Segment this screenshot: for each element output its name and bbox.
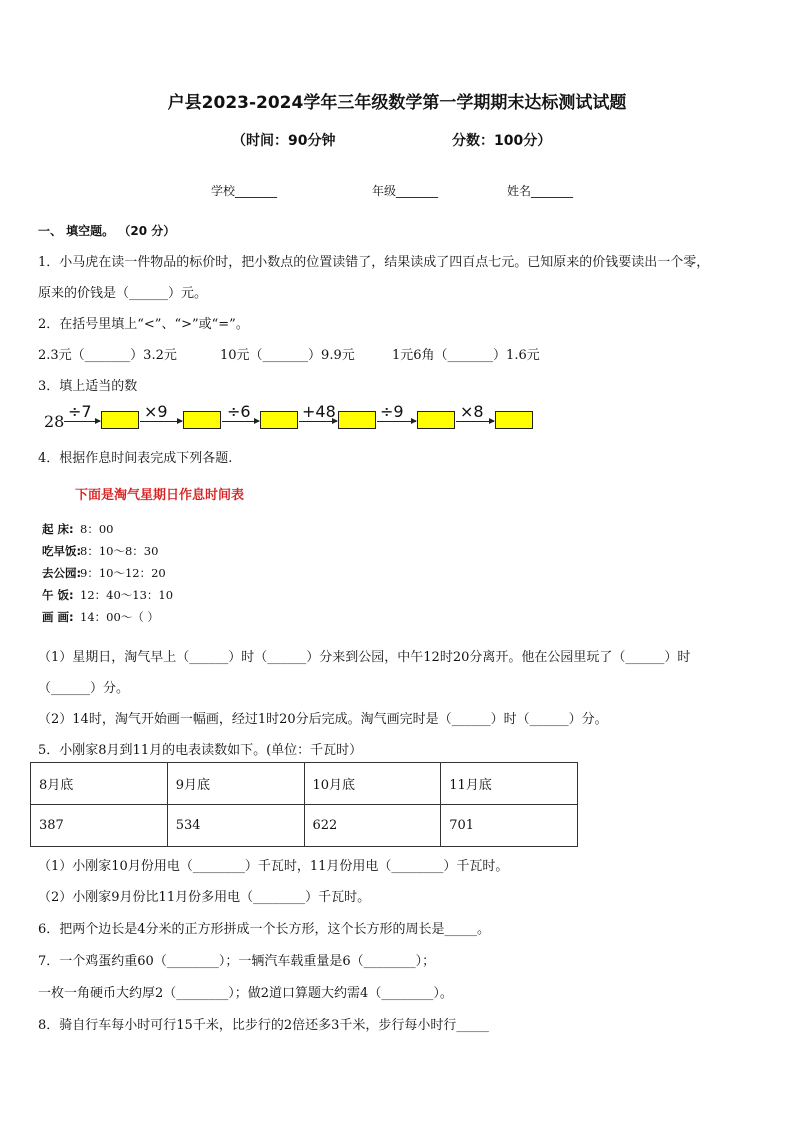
time-label: （时间：90分钟: [232, 133, 336, 149]
q2-text: 2．在括号里填上“<”、“>”或“=”。: [38, 317, 249, 332]
chain-op-6: ×8: [460, 402, 484, 421]
chain-arrow-3: [222, 421, 259, 422]
chain-box-2[interactable]: [183, 411, 221, 429]
q7-line2: 一枚一角硬币大约厚2（________）；做2道口算题大约需4（________）。: [38, 986, 453, 1001]
chain-op-3: ÷6: [227, 402, 251, 421]
q1-line2: 原来的价钱是（______）元。: [38, 286, 208, 301]
q6-text: 6．把两个边长是4分米的正方形拼成一个长方形，这个长方形的周长是_____。: [38, 922, 491, 937]
chain-box-5[interactable]: [417, 411, 455, 429]
chain-arrow-5: [377, 421, 416, 422]
grade-field[interactable]: 年级_______: [372, 184, 439, 198]
q4-sub2: （2）14时，淘气开始画一幅画，经过1时20分后完成。淘气画完时是（______）时（______）分。: [38, 712, 608, 727]
table-header-cell: 11月底: [441, 763, 578, 805]
meter-reading-table: [30, 762, 578, 847]
schedule-row: 午 饭: 12：40～13：10: [42, 588, 174, 602]
table-row: [31, 763, 578, 805]
schedule-row: 起 床: 8：00: [42, 522, 114, 536]
chain-op-2: ×9: [144, 402, 168, 421]
schedule-row: 吃早饭:8：10～8：30: [42, 544, 159, 558]
chain-start: 28: [44, 412, 65, 431]
chain-box-1[interactable]: [101, 411, 139, 429]
chain-box-6[interactable]: [495, 411, 533, 429]
section-heading: 一、 填空题。 （20 分）: [38, 224, 176, 238]
chain-box-4[interactable]: [338, 411, 376, 429]
name-field[interactable]: 姓名_______: [507, 184, 574, 198]
q2-compare-2: 10元（_______）9.9元: [220, 348, 355, 363]
schedule-row: 去公园:9：10～12：20: [42, 566, 166, 580]
table-cell: 387: [31, 805, 168, 847]
q3-text: 3．填上适当的数: [38, 379, 138, 394]
q8-text: 8．骑自行车每小时可行15千米，比步行的2倍还多3千米，步行每小时行_____: [38, 1018, 489, 1033]
q4-text: 4．根据作息时间表完成下列各题.: [38, 451, 233, 466]
q1-line1: 1．小马虎在读一件物品的标价时，把小数点的位置读错了，结果读成了四百点七元。已知原来的价钱要读出一个零，: [38, 255, 710, 270]
q5-text: 5．小刚家8月到11月的电表读数如下。(单位：千瓦时）: [38, 743, 363, 758]
schedule-title: 下面是淘气星期日作息时间表: [75, 488, 245, 503]
q5-sub2: （2）小刚家9月份比11月份多用电（________）千瓦时。: [38, 890, 371, 905]
q4-sub1-line1: （1）星期日，淘气早上（______）时（______）分来到公园，中午12时20分离开。他在公园里玩了（______）时: [38, 650, 691, 665]
chain-arrow-1: [64, 421, 100, 422]
score-label: 分数：100分）: [452, 133, 552, 149]
chain-arrow-2: [140, 421, 182, 422]
q7-line1: 7．一个鸡蛋约重60（________）；一辆汽车载重量是6（________）；: [38, 954, 436, 969]
schedule-row: 画 画: 14：00～（ ）: [42, 610, 159, 624]
school-field[interactable]: 学校_______: [211, 184, 278, 198]
table-cell: 701: [441, 805, 578, 847]
q2-compare-1: 2.3元（_______）3.2元: [38, 348, 177, 363]
q2-compare-3: 1元6角（_______）1.6元: [392, 348, 540, 363]
q4-sub1-line2: （______）分。: [38, 681, 130, 696]
q5-sub1: （1）小刚家10月份用电（________）千瓦时，11月份用电（________）千瓦时。: [38, 859, 509, 874]
chain-op-5: ÷9: [380, 402, 404, 421]
page-title: 户县2023-2024学年三年级数学第一学期期末达标测试试题: [167, 93, 627, 113]
table-row: [31, 805, 578, 847]
table-header-cell: 10月底: [304, 763, 441, 805]
chain-arrow-4: [299, 421, 337, 422]
chain-op-4: +48: [302, 402, 336, 421]
table-cell: 534: [167, 805, 304, 847]
table-cell: 622: [304, 805, 441, 847]
chain-op-1: ÷7: [68, 402, 92, 421]
table-header-cell: 9月底: [167, 763, 304, 805]
chain-arrow-6: [456, 421, 494, 422]
table-header-cell: 8月底: [31, 763, 168, 805]
chain-box-3[interactable]: [260, 411, 298, 429]
